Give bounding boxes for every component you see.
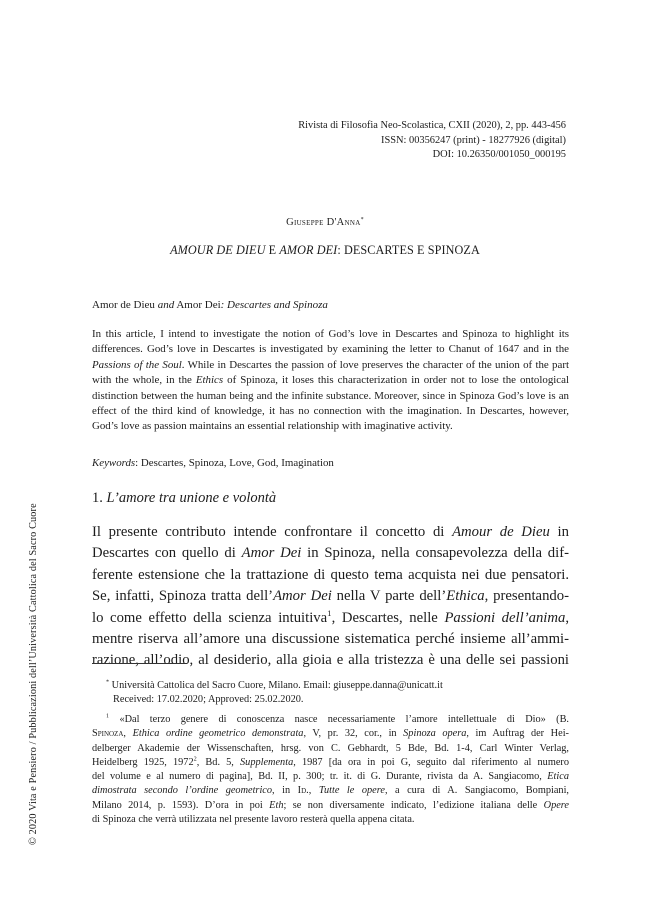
body-paragraph (92, 522, 569, 672)
english-title-c: Amor Dei (174, 299, 221, 311)
text-run: «Dal terzo genere di conoscenza nasce necessariamente l’amore intellettuale di Dio» (B. (119, 714, 570, 725)
italic-run: Amour de Dieu (452, 524, 550, 540)
body-line (92, 586, 569, 607)
footnote-line (92, 679, 569, 693)
smallcaps-run: Id. (297, 785, 309, 797)
italic-run: Etica (547, 771, 569, 783)
journal-doi: DOI: 10.26350/001050_000195 (432, 149, 566, 160)
footnote-author (92, 679, 569, 708)
journal-citation: Rivista di Filosofia Neo-Scolastica, CXII (2020), 2, pp. 443-456 (298, 120, 566, 131)
italic-run: Passioni dell’anima (444, 609, 566, 626)
abstract-text-3: of Spinoza, it loses this characterization in order not to lose the ontological distinction between the human being and the infinite substance. Moreover, since in Spinoza God’s love is an effect of the third kind of knowledge, it has no connection with the imagination. In Descartes, however, God’s love as passion maintains an essential relationship with imaginative activity. (92, 374, 569, 433)
body-line (92, 522, 569, 543)
italic-run: Eth (269, 799, 284, 811)
text-run: Se, infatti, Spinoza tratta dell’ (92, 588, 274, 605)
footnote-separator (92, 663, 187, 664)
italic-run: Opere (543, 799, 569, 811)
footnote-line (92, 727, 569, 741)
text-run: Milano 2014, p. 1593). D’ora in poi (92, 799, 270, 811)
italic-run: dimostrata secondo l’ordine geometrico (92, 785, 273, 797)
footnote-marker: 1 (106, 712, 110, 720)
body-line: razione, all’odio, al desiderio, alla gioia e alla tristezza è una delle sei passioni (92, 652, 569, 669)
footnote-line: di Spinoza che verrà utilizzata nel presente lavoro resterà quella appena citata. (92, 814, 415, 826)
text-run: , Bd. 5, (196, 756, 241, 768)
body-line: ferente estensione che la trattazione di questo tema acquista nei due pensatori. (92, 566, 569, 583)
text-run: in (549, 524, 569, 540)
keywords-label: Keywords (92, 457, 136, 469)
footnote-marker: * (106, 678, 110, 686)
text-run: , im Auftrag der Hei- (466, 728, 569, 740)
text-run: , in (272, 785, 298, 797)
footnote-ref-1[interactable]: 1 (327, 607, 332, 618)
abstract-italic-passions: Passions of the Soul (92, 358, 182, 371)
italic-run: Spinoza opera (403, 728, 467, 740)
english-title-and: and (157, 299, 175, 311)
footnote-line (92, 756, 569, 770)
italic-run: Ethica ordine geometrico demonstrata (132, 728, 304, 740)
abstract-text-1: In this article, I intend to investigate the notion of God’s love in Descartes and Spinoza to highlight its differences. God’s love in Descartes is investigated by examining the letter to Chanut of 1647 and in the (92, 328, 569, 356)
author-footnote-marker: * (360, 217, 364, 223)
footnote-line: Received: 17.02.2020; Approved: 25.02.2020. (113, 694, 304, 706)
smallcaps-run: Spinoza (92, 728, 124, 740)
english-title-a: Amor de Dieu (92, 299, 158, 311)
abstract-italic-ethics: Ethics (195, 374, 224, 387)
text-run: , a cura di A. Sangiacomo, Bompiani, (384, 785, 569, 797)
text-run: , 1987 [da ora in poi G, seguito dal riferimento al numero (293, 756, 569, 768)
english-title (92, 299, 328, 311)
section-number: 1. (92, 490, 107, 506)
text-run: ; se non diversamente indicato, l’edizione italiana delle (283, 799, 544, 811)
keywords-list: : Descartes, Spinoza, Love, God, Imagination (135, 457, 334, 469)
text-run: Heidelberg 1925, 1972 (92, 756, 194, 768)
superscript: 2 (193, 755, 197, 763)
text-run: Descartes con quello di (92, 545, 242, 562)
title-rest: : DESCARTES E SPINOZA (337, 243, 480, 257)
abstract-text-2: . While in Descartes the passion of love preserves the character of the union of the part with the whole, in the (92, 358, 569, 387)
paper-title (0, 243, 650, 258)
footnote-line: delberger Akademie der Wissenschaften, hrsg. von C. Gebhardt, 5 Bde, Bd. 1-4, Carl Winter Verlag, (92, 742, 569, 754)
text-run: , (123, 728, 133, 740)
section-heading (92, 490, 276, 507)
italic-run: Amor Dei (241, 545, 302, 562)
copyright-side-note: © 2020 Vita e Pensiero / Pubblicazioni dell’Università Cattolica del Sacro Cuore (28, 503, 39, 845)
title-amor-dei: AMOR DEI (279, 243, 338, 257)
text-run: , (565, 609, 569, 626)
italic-run: Tutte le opere (318, 785, 385, 797)
footnote-line (92, 770, 569, 784)
author-name (0, 217, 650, 228)
journal-info (298, 119, 566, 163)
body-line (92, 608, 569, 629)
italic-run: Amor Dei (273, 588, 332, 605)
journal-issn: ISSN: 00356247 (print) - 18277926 (digital) (381, 134, 566, 146)
footnote-line (92, 784, 569, 798)
text-run: , presentando- (484, 588, 569, 605)
english-title-d: : Descartes and Spinoza (220, 299, 328, 311)
title-amour-de-dieu: AMOUR DE DIEU (170, 243, 266, 257)
section-title: L’amore tra unione e volontà (106, 490, 277, 506)
footnote-line (92, 799, 569, 813)
text-run: nella V parte dell’ (331, 588, 447, 605)
body-line: mentre riserva all’amore una discussione sistematica perché insieme all’ammi- (92, 631, 569, 648)
footnote-line (92, 713, 569, 727)
text-run: lo come effetto della scienza intuitiva (92, 609, 328, 626)
body-line (92, 543, 569, 564)
text-run: del volume e al numero di pagina], Bd. II, p. 300; tr. it. di G. Durante, rivista da A. Sangiacomo, (92, 771, 548, 783)
italic-run: Supplementa (240, 756, 294, 768)
author-name-text: Giuseppe D'Anna (286, 217, 361, 228)
title-conjunction: E (265, 243, 280, 257)
abstract (92, 327, 569, 435)
footnote-1 (92, 713, 569, 827)
italic-run: Ethica (446, 588, 485, 605)
text-run: , (308, 785, 319, 797)
affiliation-text: Università Cattolica del Sacro Cuore, Milano. Email: giuseppe.danna@unicatt.it (109, 680, 443, 691)
text-run: Il presente contributo intende confrontare il concetto di (92, 524, 453, 540)
text-run: in Spinoza, nella consapevolezza della dif- (301, 545, 569, 562)
keywords (92, 457, 569, 469)
text-run: , V, pr. 32, cor., in (303, 728, 404, 740)
text-run: , Descartes, nelle (331, 609, 445, 626)
